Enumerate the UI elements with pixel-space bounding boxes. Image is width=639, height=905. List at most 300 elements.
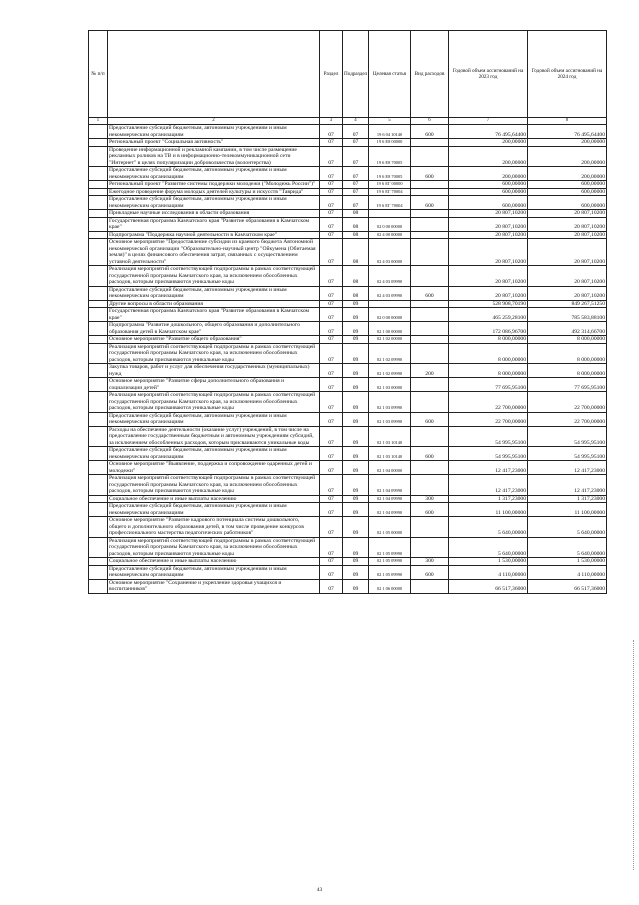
cell-subsection: 07	[343, 167, 369, 181]
table-row	[89, 146, 607, 167]
cell-expense-type	[411, 146, 449, 167]
cell-allocation-2023: 600,00000	[449, 196, 528, 210]
cell-name: Реализация мероприятий соответствующей подпрограммы в рамках соответствующей государственной программы Камчатского края, за исключением обособленных расходов, которым присваиваются уникальные коды	[108, 537, 320, 558]
cell-section: 07	[320, 210, 343, 218]
column-number: 4	[343, 118, 369, 125]
cell-target-article: 19 6 Е8 70005	[369, 167, 411, 181]
cell-name: Расходы на обеспечение деятельности (оказание услуг) учреждений, в том числе на предоставление государственным бюджетным и автономным учреждениям субсидий, за исключением обособленных расходов, которым присваиваются уникальные коды	[108, 426, 320, 447]
cell-allocation-2024: 8 000,00000	[528, 336, 607, 344]
cell-num	[89, 343, 108, 364]
cell-name: Социальное обеспечение и иные выплаты населению	[108, 558, 320, 566]
column-number: 7	[449, 118, 528, 125]
cell-subsection: 09	[343, 364, 369, 378]
cell-name: Основное мероприятие "Предоставление субсидии из краевого бюджета Автономной некоммерческой организации "Образовательно-научный центр "Ойкумена (Обитаемая земля)" в целях финансового обеспечения затрат, связанных с осуществлением уставной деятельности"	[108, 239, 320, 266]
cell-expense-type: 300	[411, 558, 449, 566]
table-row	[89, 537, 607, 558]
header-expense-type: Вид расходов	[411, 31, 449, 118]
header-section: Раздел	[320, 31, 343, 118]
cell-target-article: 02 1 06 00000	[369, 579, 411, 593]
cell-num	[89, 426, 108, 447]
cell-num	[89, 579, 108, 593]
cell-subsection: 09	[343, 565, 369, 579]
cell-target-article: 02 1 04 09990	[369, 495, 411, 503]
header-subsection: Подраздел	[343, 31, 369, 118]
cell-allocation-2023: 20 807,10200	[449, 217, 528, 231]
cell-section: 07	[320, 300, 343, 308]
cell-section: 07	[320, 503, 343, 517]
cell-target-article: 02 0 00 00000	[369, 217, 411, 231]
column-number: 6	[411, 118, 449, 125]
cell-expense-type	[411, 475, 449, 496]
cell-subsection: 08	[343, 239, 369, 266]
cell-allocation-2024: 54 995,95100	[528, 426, 607, 447]
cell-section: 07	[320, 475, 343, 496]
cell-allocation-2024: 77 695,95100	[528, 378, 607, 392]
table-row	[89, 579, 607, 593]
cell-allocation-2023: 200,00000	[449, 146, 528, 167]
cell-expense-type: 600	[411, 503, 449, 517]
table-row	[89, 125, 607, 139]
table-row	[89, 210, 607, 218]
cell-allocation-2024: 4 110,00000	[528, 565, 607, 579]
cell-num	[89, 378, 108, 392]
cell-subsection: 09	[343, 426, 369, 447]
cell-expense-type	[411, 461, 449, 475]
cell-target-article: 02 4 00 00000	[369, 231, 411, 239]
cell-allocation-2024: 11 100,00000	[528, 503, 607, 517]
header-num: № п/п	[89, 31, 108, 118]
cell-num	[89, 286, 108, 300]
cell-section: 07	[320, 447, 343, 461]
table-row	[89, 239, 607, 266]
cell-name: Предоставление субсидий бюджетным, автономным учреждениям и иным некоммерческим организациям	[108, 167, 320, 181]
cell-num	[89, 412, 108, 426]
table-row	[89, 503, 607, 517]
table-row	[89, 231, 607, 239]
cell-section: 07	[320, 565, 343, 579]
cell-section: 07	[320, 196, 343, 210]
cell-allocation-2023: 12 417,23000	[449, 461, 528, 475]
cell-allocation-2024: 5 640,00000	[528, 537, 607, 558]
cell-num	[89, 503, 108, 517]
cell-name: Основное мероприятие "Выявление, поддержка и сопровождение одаренных детей и молодежи"	[108, 461, 320, 475]
cell-expense-type	[411, 239, 449, 266]
cell-allocation-2023: 172 086,96700	[449, 322, 528, 336]
budget-allocation-table	[88, 30, 607, 594]
cell-name: Предоставление субсидий бюджетным, автономным учреждениям и иным некоммерческим организациям	[108, 196, 320, 210]
cell-name: Региональный проект "Социальная активность"	[108, 139, 320, 147]
cell-name: Реализация мероприятий соответствующей подпрограммы в рамках соответствующей государственной программы Камчатского края, за исключением обособленных расходов, которым присваиваются уникальные коды	[108, 475, 320, 496]
cell-allocation-2023: 528 908,70190	[449, 300, 528, 308]
cell-subsection: 08	[343, 210, 369, 218]
cell-target-article: 02 1 03 09990	[369, 412, 411, 426]
cell-allocation-2023: 1 317,23000	[449, 495, 528, 503]
cell-target-article: 19 6 04 10140	[369, 125, 411, 139]
cell-subsection: 09	[343, 517, 369, 538]
cell-name: Предоставление субсидий бюджетным, автономным учреждениям и иным некоммерческим организациям	[108, 412, 320, 426]
table-row	[89, 300, 607, 308]
header-allocation-2023: Годовой объем ассигнований на 2023 год	[449, 31, 528, 118]
cell-num	[89, 495, 108, 503]
cell-name: Подпрограмма "Поддержка научной деятельности в Камчатском крае"	[108, 231, 320, 239]
cell-expense-type: 600	[411, 196, 449, 210]
cell-subsection: 08	[343, 231, 369, 239]
cell-num	[89, 146, 108, 167]
cell-section: 07	[320, 558, 343, 566]
column-number: 3	[320, 118, 343, 125]
column-number: 2	[108, 118, 320, 125]
cell-num	[89, 167, 108, 181]
table-row	[89, 336, 607, 344]
cell-section: 07	[320, 231, 343, 239]
cell-section: 07	[320, 322, 343, 336]
cell-allocation-2024: 8 000,00000	[528, 343, 607, 364]
cell-name: Социальное обеспечение и иные выплаты населению	[108, 495, 320, 503]
table-row	[89, 495, 607, 503]
column-number-row	[89, 118, 607, 125]
cell-subsection: 09	[343, 503, 369, 517]
cell-num	[89, 364, 108, 378]
cell-allocation-2024: 66 517,36000	[528, 579, 607, 593]
cell-name: Предоставление субсидий бюджетным, автономным учреждениям и иным некоммерческим организациям	[108, 565, 320, 579]
cell-allocation-2024: 20 807,10200	[528, 239, 607, 266]
cell-expense-type: 600	[411, 286, 449, 300]
cell-section: 07	[320, 286, 343, 300]
cell-target-article: 19 6 ЕГ 70004	[369, 196, 411, 210]
cell-allocation-2024: 54 995,95100	[528, 447, 607, 461]
cell-allocation-2024: 849 267,51250	[528, 300, 607, 308]
cell-expense-type: 600	[411, 167, 449, 181]
cell-allocation-2023: 20 807,10200	[449, 286, 528, 300]
cell-target-article: 02 1 00 00000	[369, 322, 411, 336]
cell-num	[89, 537, 108, 558]
cell-expense-type: 600	[411, 412, 449, 426]
cell-name: Другие вопросы в области образования	[108, 300, 320, 308]
cell-allocation-2024: 12 417,23000	[528, 475, 607, 496]
cell-name: Региональный проект "Развитие системы поддержки молодежи ("Молодежь России")"	[108, 181, 320, 189]
cell-subsection: 07	[343, 146, 369, 167]
cell-allocation-2023: 22 700,00000	[449, 392, 528, 413]
cell-expense-type: 600	[411, 447, 449, 461]
cell-allocation-2024: 20 807,10200	[528, 266, 607, 287]
column-number: 1	[89, 118, 108, 125]
cell-section: 07	[320, 308, 343, 322]
cell-name: Государственная программа Камчатского края "Развитие образования в Камчатском крае"	[108, 217, 320, 231]
cell-name: Предоставление субсидий бюджетным, автономным учреждениям и иным некоммерческим организациям	[108, 503, 320, 517]
cell-expense-type	[411, 188, 449, 196]
cell-name: Реализация мероприятий соответствующей подпрограммы в рамках соответствующей государственной программы Камчатского края, за исключением обособленных расходов, которым присваиваются уникальные коды	[108, 343, 320, 364]
cell-allocation-2024: 600,00000	[528, 181, 607, 189]
cell-section: 07	[320, 167, 343, 181]
cell-target-article: 02 1 03 10140	[369, 426, 411, 447]
cell-num	[89, 181, 108, 189]
cell-allocation-2024: 5 640,00000	[528, 517, 607, 538]
cell-target-article: 02 4 03 09990	[369, 286, 411, 300]
cell-subsection: 07	[343, 188, 369, 196]
cell-section: 07	[320, 579, 343, 593]
cell-subsection: 07	[343, 181, 369, 189]
cell-num	[89, 139, 108, 147]
cell-allocation-2023: 12 417,23000	[449, 475, 528, 496]
cell-expense-type	[411, 217, 449, 231]
cell-allocation-2024: 22 700,00000	[528, 392, 607, 413]
cell-section: 07	[320, 146, 343, 167]
cell-subsection: 09	[343, 412, 369, 426]
cell-allocation-2023: 600,00000	[449, 181, 528, 189]
cell-subsection: 09	[343, 537, 369, 558]
cell-num	[89, 558, 108, 566]
cell-section: 07	[320, 537, 343, 558]
table-row	[89, 475, 607, 496]
cell-expense-type: 200	[411, 364, 449, 378]
cell-target-article: 02 1 04 00000	[369, 461, 411, 475]
cell-allocation-2023: 465 259,28100	[449, 308, 528, 322]
cell-target-article: 02 1 04 09990	[369, 475, 411, 496]
cell-section: 07	[320, 495, 343, 503]
cell-num	[89, 322, 108, 336]
cell-num	[89, 266, 108, 287]
cell-section: 07	[320, 461, 343, 475]
cell-subsection: 09	[343, 343, 369, 364]
cell-subsection: 09	[343, 447, 369, 461]
cell-target-article: 02 1 04 09990	[369, 503, 411, 517]
cell-allocation-2024: 200,00000	[528, 146, 607, 167]
cell-num	[89, 475, 108, 496]
cell-section: 07	[320, 378, 343, 392]
cell-allocation-2023: 8 000,00000	[449, 364, 528, 378]
cell-expense-type	[411, 300, 449, 308]
cell-allocation-2023: 600,00000	[449, 188, 528, 196]
cell-name: Реализация мероприятий соответствующей подпрограммы в рамках соответствующей государственной программы Камчатского края, за исключением обособленных расходов, которым присваиваются уникальные коды	[108, 266, 320, 287]
cell-expense-type	[411, 231, 449, 239]
cell-section: 07	[320, 239, 343, 266]
cell-expense-type	[411, 343, 449, 364]
cell-section: 07	[320, 266, 343, 287]
cell-allocation-2023: 20 807,10200	[449, 210, 528, 218]
cell-allocation-2023: 66 517,36000	[449, 579, 528, 593]
cell-section: 07	[320, 412, 343, 426]
table-row	[89, 286, 607, 300]
cell-allocation-2023: 1 530,00000	[449, 558, 528, 566]
cell-subsection: 08	[343, 266, 369, 287]
cell-name: Реализация мероприятий соответствующей подпрограммы в рамках соответствующей государственной программы Камчатского края, за исключением обособленных расходов, которым присваиваются уникальные коды	[108, 392, 320, 413]
cell-allocation-2023: 8 000,00000	[449, 343, 528, 364]
cell-section: 07	[320, 343, 343, 364]
table-row	[89, 426, 607, 447]
cell-num	[89, 196, 108, 210]
cell-allocation-2023: 8 000,00000	[449, 336, 528, 344]
cell-allocation-2024: 200,00000	[528, 139, 607, 147]
cell-subsection: 08	[343, 286, 369, 300]
cell-allocation-2024: 8 000,00000	[528, 364, 607, 378]
cell-allocation-2023: 5 640,00000	[449, 537, 528, 558]
table-row	[89, 343, 607, 364]
cell-name: Основное мероприятие "Развитие кадрового потенциала системы дошкольного, общего и дополнительного образования детей, в том числе проведение конкурсов профессионального мастерства педагогических работников"	[108, 517, 320, 538]
cell-expense-type	[411, 181, 449, 189]
cell-target-article: 02 1 02 09990	[369, 364, 411, 378]
cell-allocation-2024: 1 317,23000	[528, 495, 607, 503]
cell-target-article: 02 1 02 09990	[369, 343, 411, 364]
cell-target-article: 02 1 02 00000	[369, 336, 411, 344]
cell-allocation-2023: 5 640,00000	[449, 517, 528, 538]
cell-target-article: 19 6 Е8 70005	[369, 146, 411, 167]
cell-target-article: 02 1 05 09990	[369, 565, 411, 579]
cell-allocation-2023: 77 695,95100	[449, 378, 528, 392]
cell-expense-type	[411, 266, 449, 287]
cell-section: 07	[320, 336, 343, 344]
table-row	[89, 167, 607, 181]
table-row	[89, 461, 607, 475]
cell-subsection: 07	[343, 125, 369, 139]
header-allocation-2024: Годовой объем ассигнований на 2024 год	[528, 31, 607, 118]
cell-allocation-2023: 200,00000	[449, 167, 528, 181]
cell-name: Предоставление субсидий бюджетным, автономным учреждениям и иным некоммерческим организациям	[108, 286, 320, 300]
table-row	[89, 364, 607, 378]
cell-allocation-2024: 600,00000	[528, 196, 607, 210]
cell-name: Основное мероприятие "Сохранение и укрепление здоровья учащихся и воспитанников"	[108, 579, 320, 593]
cell-allocation-2024: 20 807,10200	[528, 286, 607, 300]
cell-num	[89, 517, 108, 538]
cell-section: 07	[320, 517, 343, 538]
column-number: 5	[369, 118, 411, 125]
table-row	[89, 266, 607, 287]
cell-target-article: 02 0 00 00000	[369, 308, 411, 322]
table-body	[89, 125, 607, 594]
cell-allocation-2023: 20 807,10200	[449, 266, 528, 287]
cell-allocation-2024: 20 807,10200	[528, 231, 607, 239]
cell-num	[89, 217, 108, 231]
table-row	[89, 565, 607, 579]
cell-allocation-2024: 492 314,66700	[528, 322, 607, 336]
cell-num	[89, 336, 108, 344]
cell-subsection: 09	[343, 392, 369, 413]
cell-target-article: 02 1 03 00000	[369, 378, 411, 392]
cell-expense-type	[411, 426, 449, 447]
cell-subsection: 07	[343, 196, 369, 210]
table-row	[89, 378, 607, 392]
edge-mark	[633, 640, 637, 870]
page-number: 43	[316, 887, 323, 893]
cell-section: 07	[320, 217, 343, 231]
cell-target-article: 02 1 03 09990	[369, 392, 411, 413]
cell-allocation-2024: 20 807,10200	[528, 210, 607, 218]
cell-allocation-2023: 54 995,95100	[449, 447, 528, 461]
cell-allocation-2023: 4 110,00000	[449, 565, 528, 579]
cell-allocation-2024: 12 417,23000	[528, 461, 607, 475]
cell-target-article: 02 1 05 00000	[369, 517, 411, 538]
cell-expense-type	[411, 579, 449, 593]
cell-num	[89, 125, 108, 139]
cell-allocation-2023: 200,00000	[449, 139, 528, 147]
cell-subsection: 08	[343, 217, 369, 231]
cell-num	[89, 231, 108, 239]
cell-num	[89, 300, 108, 308]
cell-name: Предоставление субсидий бюджетным, автономным учреждениям и иным некоммерческим организациям	[108, 447, 320, 461]
header-target-article: Целевая статья	[369, 31, 411, 118]
table-row	[89, 447, 607, 461]
header-row	[89, 31, 607, 118]
cell-expense-type	[411, 517, 449, 538]
cell-subsection: 09	[343, 300, 369, 308]
cell-target-article: 02 1 05 09990	[369, 537, 411, 558]
cell-num	[89, 239, 108, 266]
cell-num	[89, 447, 108, 461]
cell-allocation-2024: 785 583,88100	[528, 308, 607, 322]
cell-allocation-2024: 20 807,10200	[528, 217, 607, 231]
cell-name: Основное мероприятие "Развитие сферы дополнительного образования и социализации детей"	[108, 378, 320, 392]
table-row	[89, 181, 607, 189]
cell-name: Предоставление субсидий бюджетным, автономным учреждениям и иным некоммерческим организациям	[108, 125, 320, 139]
cell-subsection: 09	[343, 579, 369, 593]
table-row	[89, 217, 607, 231]
table-row	[89, 308, 607, 322]
cell-target-article	[369, 210, 411, 218]
cell-subsection: 09	[343, 308, 369, 322]
column-number: 8	[528, 118, 607, 125]
cell-expense-type	[411, 139, 449, 147]
cell-name: Закупка товаров, работ и услуг для обеспечения государственных (муниципальных) нужд	[108, 364, 320, 378]
cell-num	[89, 308, 108, 322]
cell-section: 07	[320, 392, 343, 413]
budget-table-sheet	[88, 30, 606, 594]
cell-expense-type	[411, 378, 449, 392]
cell-target-article: 19 6 ЕГ 70004	[369, 188, 411, 196]
cell-name: Подпрограмма "Развитие дошкольного, общего образования и дополнительного образования детей в Камчатском крае"	[108, 322, 320, 336]
table-row	[89, 517, 607, 538]
cell-subsection: 09	[343, 495, 369, 503]
table-row	[89, 196, 607, 210]
cell-allocation-2024: 76 495,64400	[528, 125, 607, 139]
cell-allocation-2023: 54 995,95100	[449, 426, 528, 447]
cell-target-article: 02 4 03 09990	[369, 266, 411, 287]
header-name	[108, 31, 320, 118]
cell-name: Основное мероприятие "Развитие общего образования"	[108, 336, 320, 344]
cell-subsection: 09	[343, 558, 369, 566]
cell-allocation-2023: 20 807,10200	[449, 239, 528, 266]
cell-allocation-2023: 22 700,00000	[449, 412, 528, 426]
cell-num	[89, 210, 108, 218]
cell-num	[89, 188, 108, 196]
cell-section: 07	[320, 139, 343, 147]
cell-name: Проведение информационной и рекламной кампании, в том числе размещение рекламных роликов на ТВ и в информационно-телекоммуникационной сети "Интернет" в целях популяризации добровольчества (волонтерства)	[108, 146, 320, 167]
cell-target-article: 02 1 03 10140	[369, 447, 411, 461]
cell-name: Ежегодное проведение форума молодых деятелей культуры и искусств "Таврида"	[108, 188, 320, 196]
cell-subsection: 09	[343, 378, 369, 392]
cell-section: 07	[320, 125, 343, 139]
cell-section: 07	[320, 426, 343, 447]
table-row	[89, 139, 607, 147]
table-row	[89, 412, 607, 426]
cell-subsection: 07	[343, 139, 369, 147]
cell-expense-type: 300	[411, 495, 449, 503]
cell-name: Государственная программа Камчатского края "Развитие образования в Камчатском крае"	[108, 308, 320, 322]
cell-allocation-2023: 11 100,00000	[449, 503, 528, 517]
cell-subsection: 09	[343, 475, 369, 496]
cell-section: 07	[320, 364, 343, 378]
cell-subsection: 09	[343, 336, 369, 344]
cell-expense-type	[411, 537, 449, 558]
cell-expense-type	[411, 210, 449, 218]
cell-num	[89, 565, 108, 579]
cell-section: 07	[320, 181, 343, 189]
table-row	[89, 392, 607, 413]
cell-target-article: 19 6 Е8 00000	[369, 139, 411, 147]
cell-expense-type	[411, 392, 449, 413]
cell-num	[89, 392, 108, 413]
table-row	[89, 188, 607, 196]
cell-target-article: 02 1 05 09990	[369, 558, 411, 566]
table-row	[89, 322, 607, 336]
